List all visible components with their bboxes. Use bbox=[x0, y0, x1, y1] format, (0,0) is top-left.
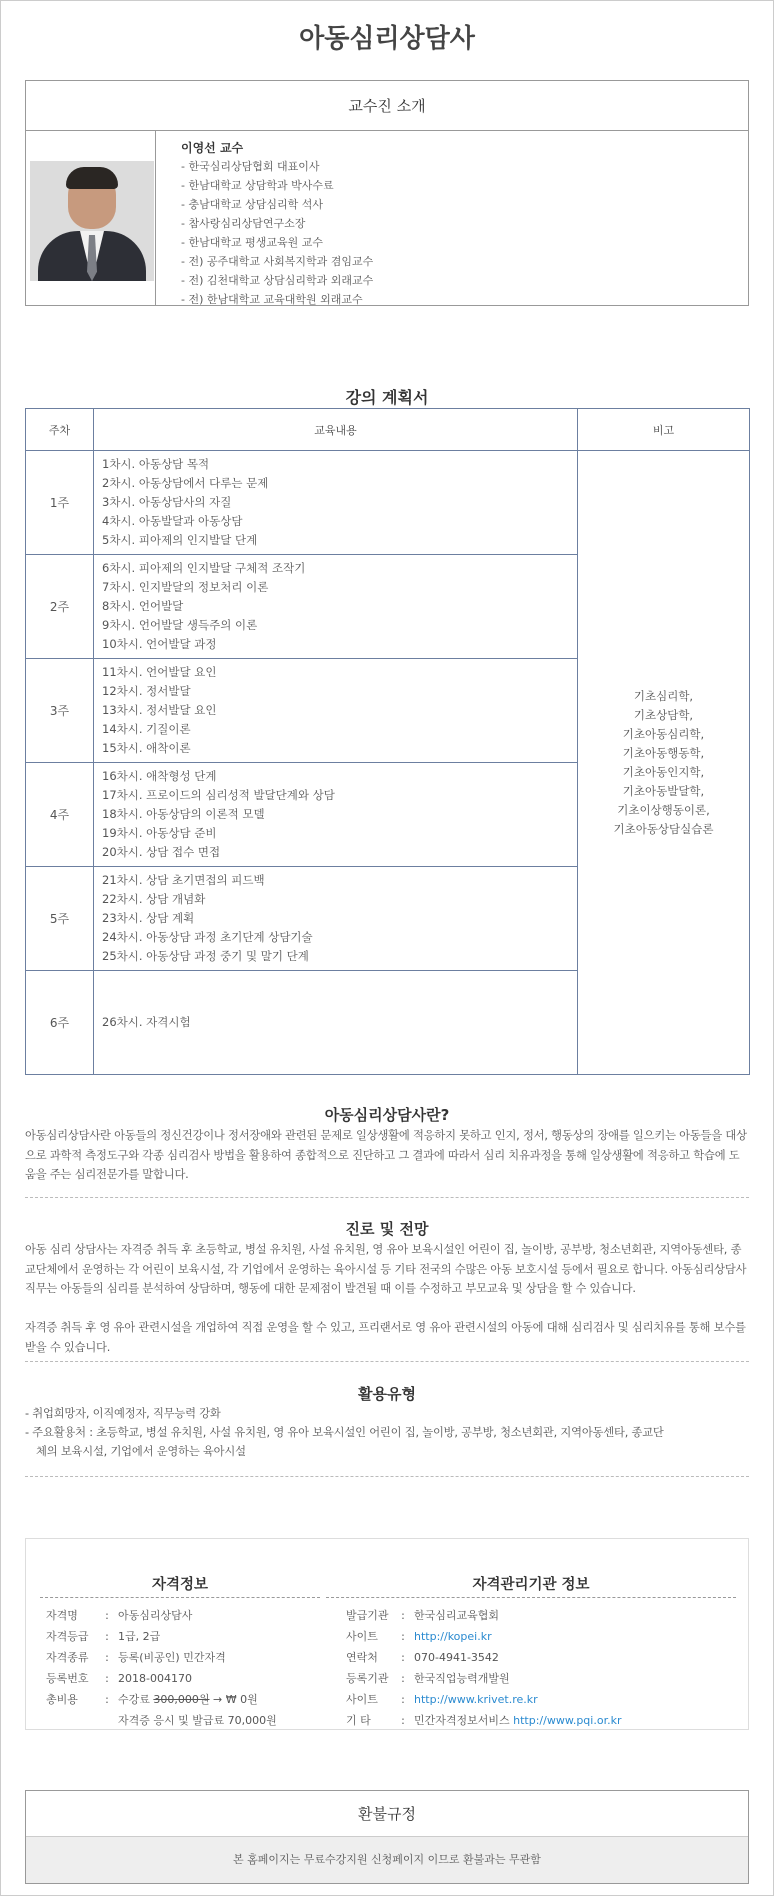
fee-final: → ₩ 0원 bbox=[213, 1693, 258, 1706]
note-item: 기초심리학, bbox=[633, 688, 694, 703]
lesson-cell bbox=[94, 555, 578, 659]
institution-title: 자격관리기관 정보 bbox=[472, 1577, 590, 1593]
divider bbox=[25, 1476, 749, 1477]
qual-row bbox=[46, 1607, 192, 1623]
lesson: 4차시. 아동발달과 아동상담 bbox=[102, 514, 243, 528]
colon: : bbox=[105, 1693, 109, 1706]
inst-value: 070-4941-3542 bbox=[414, 1651, 499, 1664]
divider bbox=[326, 1597, 736, 1598]
career-item: - 한남대학교 상담학과 박사수료 bbox=[181, 179, 334, 192]
header-note: 비고 bbox=[578, 409, 750, 451]
refund-box bbox=[25, 1790, 749, 1884]
qual-value: 아동심리상담사 bbox=[118, 1609, 193, 1622]
note-item: 기초아동발달학, bbox=[622, 783, 705, 798]
note-cell bbox=[578, 451, 750, 1075]
lesson: 17차시. 프로이드의 심리성적 발달단계와 상담 bbox=[102, 788, 335, 802]
photo-cell bbox=[26, 131, 156, 305]
lesson: 10차시. 언어발달 과정 bbox=[102, 637, 217, 651]
week-cell: 4주 bbox=[26, 763, 94, 867]
table-row bbox=[26, 451, 750, 555]
krivet-link[interactable]: http://www.krivet.re.kr bbox=[414, 1693, 538, 1706]
inst-key: 등록기관 bbox=[346, 1672, 389, 1685]
career-title: 진로 및 전망 bbox=[345, 1220, 429, 1238]
qual-key: 자격명 bbox=[46, 1609, 78, 1622]
note-item: 기초아동상담실습론 bbox=[613, 821, 714, 836]
lesson: 14차시. 기질이론 bbox=[102, 722, 191, 736]
lesson: 26차시. 자격시험 bbox=[102, 1015, 191, 1029]
page-title: 아동심리상담사 bbox=[299, 24, 475, 54]
week-cell: 5주 bbox=[26, 867, 94, 971]
colon: : bbox=[105, 1651, 109, 1664]
note-item: 기초아동인지학, bbox=[622, 764, 705, 779]
qual-row bbox=[46, 1670, 192, 1686]
career-item: - 전) 한남대학교 교육대학원 외래교수 bbox=[181, 293, 363, 306]
lesson-cell bbox=[94, 451, 578, 555]
qual-key: 자격종류 bbox=[46, 1651, 89, 1664]
career-item: - 전) 김천대학교 상담심리학과 외래교수 bbox=[181, 274, 374, 287]
inst-row-etc bbox=[346, 1712, 621, 1728]
career-item: - 한국심리상담협회 대표이사 bbox=[181, 160, 320, 173]
lesson-cell bbox=[94, 867, 578, 971]
colon: : bbox=[105, 1630, 109, 1643]
inst-row bbox=[346, 1628, 492, 1644]
lesson: 21차시. 상담 초기면접의 피드백 bbox=[102, 873, 265, 887]
lesson: 5차시. 피아제의 인지발달 단계 bbox=[102, 533, 258, 547]
lesson: 12차시. 정서발달 bbox=[102, 684, 191, 698]
inst-key: 연락처 bbox=[346, 1651, 378, 1664]
career-list bbox=[181, 157, 741, 309]
professor-name: 이영선 교수 bbox=[181, 141, 244, 155]
kopei-link[interactable]: http://kopei.kr bbox=[414, 1630, 492, 1643]
lesson-cell bbox=[94, 971, 578, 1075]
about-text: 아동심리상담사란 아동들의 정신건강이나 정서장애와 관련된 문제로 일상생활에 적응하지 못하고 인지, 정서, 행동상의 장애를 일으키는 아동들을 대상으로 과학적 측정도구와 각종 심리검사 방법을 활용하여 종합적으로 진단하고 그 결과에 따라서 심리 치유과정을 통해 일상생활에 적응하고 학습에 도움을 주는 심리전문가를 말합니다. bbox=[25, 1129, 747, 1181]
lesson: 2차시. 아동상담에서 다루는 문제 bbox=[102, 476, 269, 490]
divider bbox=[40, 1597, 320, 1598]
week-cell: 6주 bbox=[26, 971, 94, 1075]
lesson-cell bbox=[94, 763, 578, 867]
lesson: 7차시. 인지발달의 정보처리 이론 bbox=[102, 580, 269, 594]
qual-value: 1급, 2급 bbox=[118, 1630, 161, 1643]
colon: : bbox=[105, 1609, 109, 1622]
lesson: 24차시. 아동상담 과정 초기단계 상담기술 bbox=[102, 930, 313, 944]
usage-title: 활용유형 bbox=[358, 1385, 416, 1403]
qual-key: 자격등급 bbox=[46, 1630, 89, 1643]
lesson: 22차시. 상담 개념화 bbox=[102, 892, 206, 906]
lesson: 18차시. 아동상담의 이론적 모델 bbox=[102, 807, 265, 821]
career-item: - 참사랑심리상담연구소장 bbox=[181, 217, 306, 230]
fee-prefix: 수강료 bbox=[118, 1693, 150, 1706]
inst-row bbox=[346, 1691, 538, 1707]
career-item: - 충남대학교 상담심리학 석사 bbox=[181, 198, 323, 211]
week-cell: 3주 bbox=[26, 659, 94, 763]
colon: : bbox=[401, 1693, 405, 1706]
lesson: 9차시. 언어발달 생득주의 이론 bbox=[102, 618, 258, 632]
qualification-title: 자격정보 bbox=[151, 1577, 209, 1593]
fee-line-2: 자격증 응시 및 발급료 70,000원 bbox=[118, 1714, 277, 1727]
note-item: 기초이상행동이론, bbox=[617, 802, 710, 817]
qual-value: 등록(비공인) 민간자격 bbox=[118, 1651, 226, 1664]
inst-value: 민간자격정보서비스 bbox=[414, 1714, 510, 1727]
lesson: 11차시. 언어발달 요인 bbox=[102, 665, 217, 679]
lesson: 15차시. 애착이론 bbox=[102, 741, 191, 755]
inst-key: 기 타 bbox=[346, 1714, 371, 1727]
week-cell: 1주 bbox=[26, 451, 94, 555]
usage-line-1: - 취업희망자, 이직예정자, 직무능력 강화 bbox=[25, 1407, 221, 1420]
lesson: 20차시. 상담 접수 면접 bbox=[102, 845, 221, 859]
qual-row bbox=[46, 1649, 226, 1665]
inst-key: 사이트 bbox=[346, 1693, 378, 1706]
inst-value: 한국직업능력개발원 bbox=[414, 1672, 510, 1685]
faculty-heading: 교수진 소개 bbox=[26, 81, 748, 131]
qual-key: 총비용 bbox=[46, 1693, 78, 1706]
lesson: 19차시. 아동상담 준비 bbox=[102, 826, 217, 840]
lesson: 8차시. 언어발달 bbox=[102, 599, 184, 613]
fee-original: 300,000원 bbox=[153, 1693, 210, 1706]
note-item: 기초상담학, bbox=[633, 707, 694, 722]
colon: : bbox=[401, 1714, 405, 1727]
career-item: - 전) 공주대학교 사회복지학과 겸임교수 bbox=[181, 255, 374, 268]
inst-value: 한국심리교육협회 bbox=[414, 1609, 500, 1622]
career-item: - 한남대학교 평생교육원 교수 bbox=[181, 236, 323, 249]
inst-key: 발급기관 bbox=[346, 1609, 389, 1622]
header-week: 주차 bbox=[26, 409, 94, 451]
plan-table bbox=[25, 408, 750, 1075]
qualification-box bbox=[25, 1538, 749, 1730]
refund-title: 환불규정 bbox=[26, 1791, 748, 1837]
lesson: 3차시. 아동상담사의 자질 bbox=[102, 495, 232, 509]
colon: : bbox=[105, 1672, 109, 1685]
inst-row bbox=[346, 1649, 499, 1665]
faculty-box bbox=[25, 80, 749, 306]
faculty-info bbox=[181, 139, 741, 309]
professor-photo bbox=[30, 161, 154, 281]
divider bbox=[25, 1197, 749, 1198]
lesson: 23차시. 상담 계획 bbox=[102, 911, 195, 925]
note-item: 기초아동행동학, bbox=[622, 745, 705, 760]
about-title: 아동심리상담사란? bbox=[324, 1106, 450, 1124]
plan-title: 강의 계획서 bbox=[345, 388, 429, 407]
header-content: 교육내용 bbox=[94, 409, 578, 451]
colon: : bbox=[401, 1630, 405, 1643]
career-text-1: 아동 심리 상담사는 자격증 취득 후 초등학교, 병설 유치원, 사설 유치원, 영 유아 보육시설인 어린이 집, 놀이방, 공부방, 청소년회관, 지역아동센타, 종교단체에서 운영하는 각 어린이 보육시설, 각 기업에서 운영하는 육아시설 등 기타 전국의 수많은 아동 보호시설 등에서 필요로 합니다. 아동심리상담사 직무는 아동들의 심리를 분석하여 상담하며, 행동에 대한 문제점이 발견될 때 이를 수정하고 부모교육 및 상담을 할 수 있습니다. bbox=[25, 1243, 747, 1295]
refund-text: 본 홈페이지는 무료수강지원 신청페이지 이므로 환불과는 무관함 bbox=[26, 1837, 748, 1883]
lesson-cell bbox=[94, 659, 578, 763]
note-item: 기초아동심리학, bbox=[622, 726, 705, 741]
qual-row bbox=[46, 1628, 160, 1644]
divider bbox=[25, 1361, 749, 1362]
lesson: 25차시. 아동상담 과정 중기 및 말기 단계 bbox=[102, 949, 309, 963]
pqi-link[interactable]: http://www.pqi.or.kr bbox=[513, 1714, 622, 1727]
qual-row-fee bbox=[46, 1691, 258, 1707]
qual-key: 등록번호 bbox=[46, 1672, 89, 1685]
career-text-2: 자격증 취득 후 영 유아 관련시설을 개업하여 직접 운영을 할 수 있고, 프리랜서로 영 유아 관련시설의 아동에 대해 심리검사 및 심리치유를 통해 보수를 받을 수 있습니다. bbox=[25, 1321, 746, 1354]
usage-line-2: - 주요활용처 : 초등학교, 병설 유치원, 사설 유치원, 영 유아 보육시설인 어린이 집, 놀이방, 공부방, 청소년회관, 지역아동센타, 종교단 bbox=[25, 1426, 664, 1439]
lesson: 1차시. 아동상담 목적 bbox=[102, 457, 210, 471]
colon: : bbox=[401, 1672, 405, 1685]
qual-value: 2018-004170 bbox=[118, 1672, 192, 1685]
week-cell: 2주 bbox=[26, 555, 94, 659]
lesson: 6차시. 피아제의 인지발달 구체적 조작기 bbox=[102, 561, 306, 575]
usage-line-3: 체의 보육시설, 기업에서 운영하는 육아시설 bbox=[36, 1445, 246, 1458]
inst-row bbox=[346, 1607, 499, 1623]
inst-row bbox=[346, 1670, 510, 1686]
colon: : bbox=[401, 1651, 405, 1664]
lesson: 16차시. 애착형성 단계 bbox=[102, 769, 217, 783]
lesson: 13차시. 정서발달 요인 bbox=[102, 703, 217, 717]
inst-key: 사이트 bbox=[346, 1630, 378, 1643]
colon: : bbox=[401, 1609, 405, 1622]
